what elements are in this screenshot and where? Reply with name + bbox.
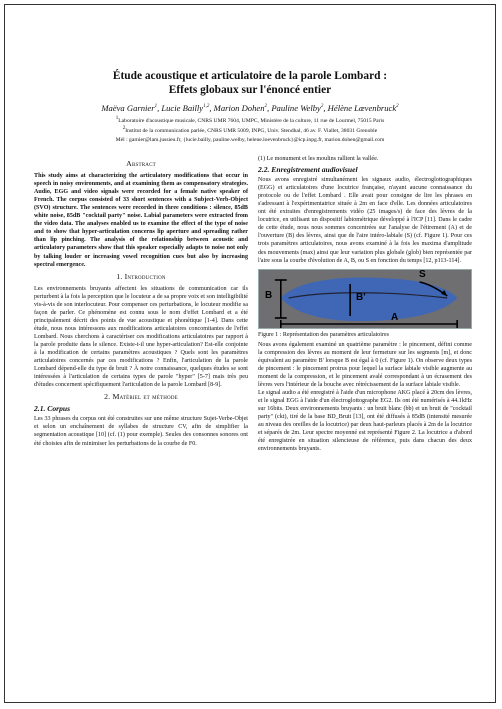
figure-label-s: S [419, 268, 426, 280]
figure-label-a: A [391, 311, 399, 323]
title-line-1: Étude acoustique et articulatoire de la parole Lombard : [112, 70, 388, 82]
title-line-2: Effets globaux sur l'énoncé entier [168, 84, 332, 96]
paper-title [5, 69, 495, 97]
figure-label-b: B [265, 289, 273, 301]
paper-page [4, 4, 496, 703]
figure-1-lip-parameters [258, 269, 472, 329]
right-column [258, 155, 472, 453]
section-2-heading: 2. Matériel et méthode [104, 392, 178, 402]
audio-recording-paragraph: Le signal audio a été enregistré à l'aide d'un microphone AKG placé à 20cm des lèvres, et le signal EGG à l'aide d'un électroglottographe EG2. Ils ont été numérisés à 44.1kHz sur 16bits. Deux environnements bruyants : un bruit blanc (bb) et un bruit de "cocktail party" (ckt), tiré de la base BD_Bruit [13], ont été diffusés à 85dB (intensité mesurée au niveau des oreilles de la locutrice) par deux haut-parleurs placés à 2m de la locutrice et séparés de 2m. Leur spectre moyenné est représenté Figure 2. La locutrice a d'abord été enregistrée en situation silencieuse de référence, puis dans chacun des deux environnements bruyants. [258, 389, 472, 453]
author: Pauline Welby [271, 103, 321, 113]
pincement-paragraph: Nous avons également examiné un quatrième paramètre : le pincement, défini comme la compression des lèvres au moment de leur fermeture sur les segments [m], et donc équivalent au paramètre B' lorsque B est égal à 0 (cf. Figure 1). On observe deux types de pincement : le pincement protrus pour lequel la surface labiale visible augmente au moment de la compression, et le pincement avalé correspondant à un écrasement des lèvres vers l'intérieur de la bouche avec rétrécissement de la surface labiale visible. [258, 341, 472, 388]
left-column [34, 157, 248, 448]
author: Hélène Lœvenbruck [327, 103, 397, 113]
section-1-heading: 1. Introduction [116, 271, 166, 281]
figure-1-caption: Figure 1 : Représentation des paramètres articulatoires [258, 331, 389, 338]
author: Marion Dohen [213, 103, 265, 113]
subsection-2-2-text: Nous avons enregistré simultanément les signaux audio, électroglottographiques (EGG) et articulatoires d'une locutrice française, n'ayant aucune connaissance du protocole ou de l'effet Lombard . Elle avait pour consigne de lire les phrases en s'adressant à l'expérimentatrice située à 2m en face d'elle. Les données articulatoires ont été extraites d'enregistrements vidéo (25 images/s) de face des lèvres de la locutrice, en utilisant un dispositif labiométrique développé à l'ICP [11]. Dans le cadre de cette étude, nous nous sommes concentrées sur l'analyse de l'étirement (A) et de l'ouverture (B) des lèvres, ainsi que de l'aire intéro-labiale (S) (cf. Figure 1). Pour ces trois paramètres articulatoires, nous avons examiné à la fois les maxima d'amplitude des mouvements (max) ainsi que leur variation plus globale (glob) bien représentée par l'aire sous la courbe d'évolution de A, B, ou S en fonction du temps [12, p113-114]. [258, 177, 472, 264]
section-1-text: Les environnements bruyants affectent les situations de communication car ils perturbent à la fois la perception que le locuteur a de sa propre voix et son intelligibilité vis-à-vis de son interlocuteur. Pour compenser ces perturbations, le locuteur modifie sa façon de parler. Ce phénomène est connu sous le nom d'effet Lombard et a été principalement décrit des points de vue acoustique et phonétique [1-4]. Dans cette étude, nous nous intéressons aux modifications articulatoires concomitantes de l'effet Lombard. Nous cherchons à caractériser ces modifications articulatoires par rapport à la parole produite dans le silence. Existe-t-il une hyper-articulation? Est-elle conjointe à la modification de certains paramètres acoustiques ? Quels sont les paramètres articulatoires concernés par ces modifications ? Enfin, l'articulation de la parole Lombard dépend-elle du type de bruit ? À notre connaissance, quelques études se sont intéressées à l'articulation de certains types de parole "hyper" [5-7] mais très peu d'études concernent spécifiquement l'articulation de la parole Lombard [8-9]. [34, 285, 248, 389]
subsection-2-2-heading: 2.2. Enregistrement audiovisuel [258, 165, 358, 175]
figure-label-b-prime: B' [356, 291, 366, 303]
author: Maëva Garnier [101, 103, 155, 113]
affiliations [5, 115, 495, 145]
affiliation-2: $^2$Institut de la communication parlée, CNRS UMR 5009, INPG, Univ. Stendhal, 46 av. F. Viallet, 38031 Grenoble [122, 126, 378, 135]
affiliation-1: $^1$Laboratoire d'acoustique musicale, CNRS UMR 7604, UMPC, Ministère de la culture, 11 rue de Lourmel, 75015 Paris [115, 116, 385, 124]
abstract-text: This study aims at characterizing the articulatory modifications that occur in speech in noisy environments, and at examining them as compensatory strategies. Audio, EGG and video signals were recorded for a female native speaker of French. The corpus consisted of 33 short sentences with a Subject-Verb-Object (SVO) structure. The sentences were recorded in three conditions : silence, 85dB white noise, 85dB "cocktail party" noise. Labial parameters were extracted from the video data. The analyses enabled us to examine the effect of the type of noise and to show that hyper-articulation concerns lip aperture and spreading rather than lip pinching. The analysis of the relationship between acoustic and articulatory parameters show that this speaker especially adapts to noise not only by talking louder or increasing vowel recognition cues but also by increasing spectral emergence. [34, 173, 248, 268]
abstract-heading: Abstract [126, 159, 156, 168]
author-list: Maëva Garnier$^1$, Lucie Bailly$^{1,2}$, Marion Dohen$^2$, Pauline Welby$^2$, Hélène Lœvenbruck$^2$ [101, 103, 399, 113]
example-sentence: (1) Le monument et les moulins rallient la vallée. [258, 156, 379, 162]
email-line: Mél : garnier@lam.jussieu.fr, {lucie.bailly, pauline.welby, helene.loevenbruck}@icp.inpg.fr, marion.dohen@gmail.com [115, 136, 385, 143]
subsection-2-1-text: Les 33 phrases du corpus ont été construites sur une même structure Sujet-Verbe-Objet et selon un enchaînement de syllabes de structure CV, afin de simplifier la segmentation acoustique [10] (cf. (1) pour exemple). Seules des consonnes sonores ont été choisies afin de minimiser les perturbations de la courbe de F0. [34, 416, 248, 447]
author: Lucie Bailly [161, 103, 204, 113]
subsection-2-1-heading: 2.1. Corpus [34, 404, 71, 414]
